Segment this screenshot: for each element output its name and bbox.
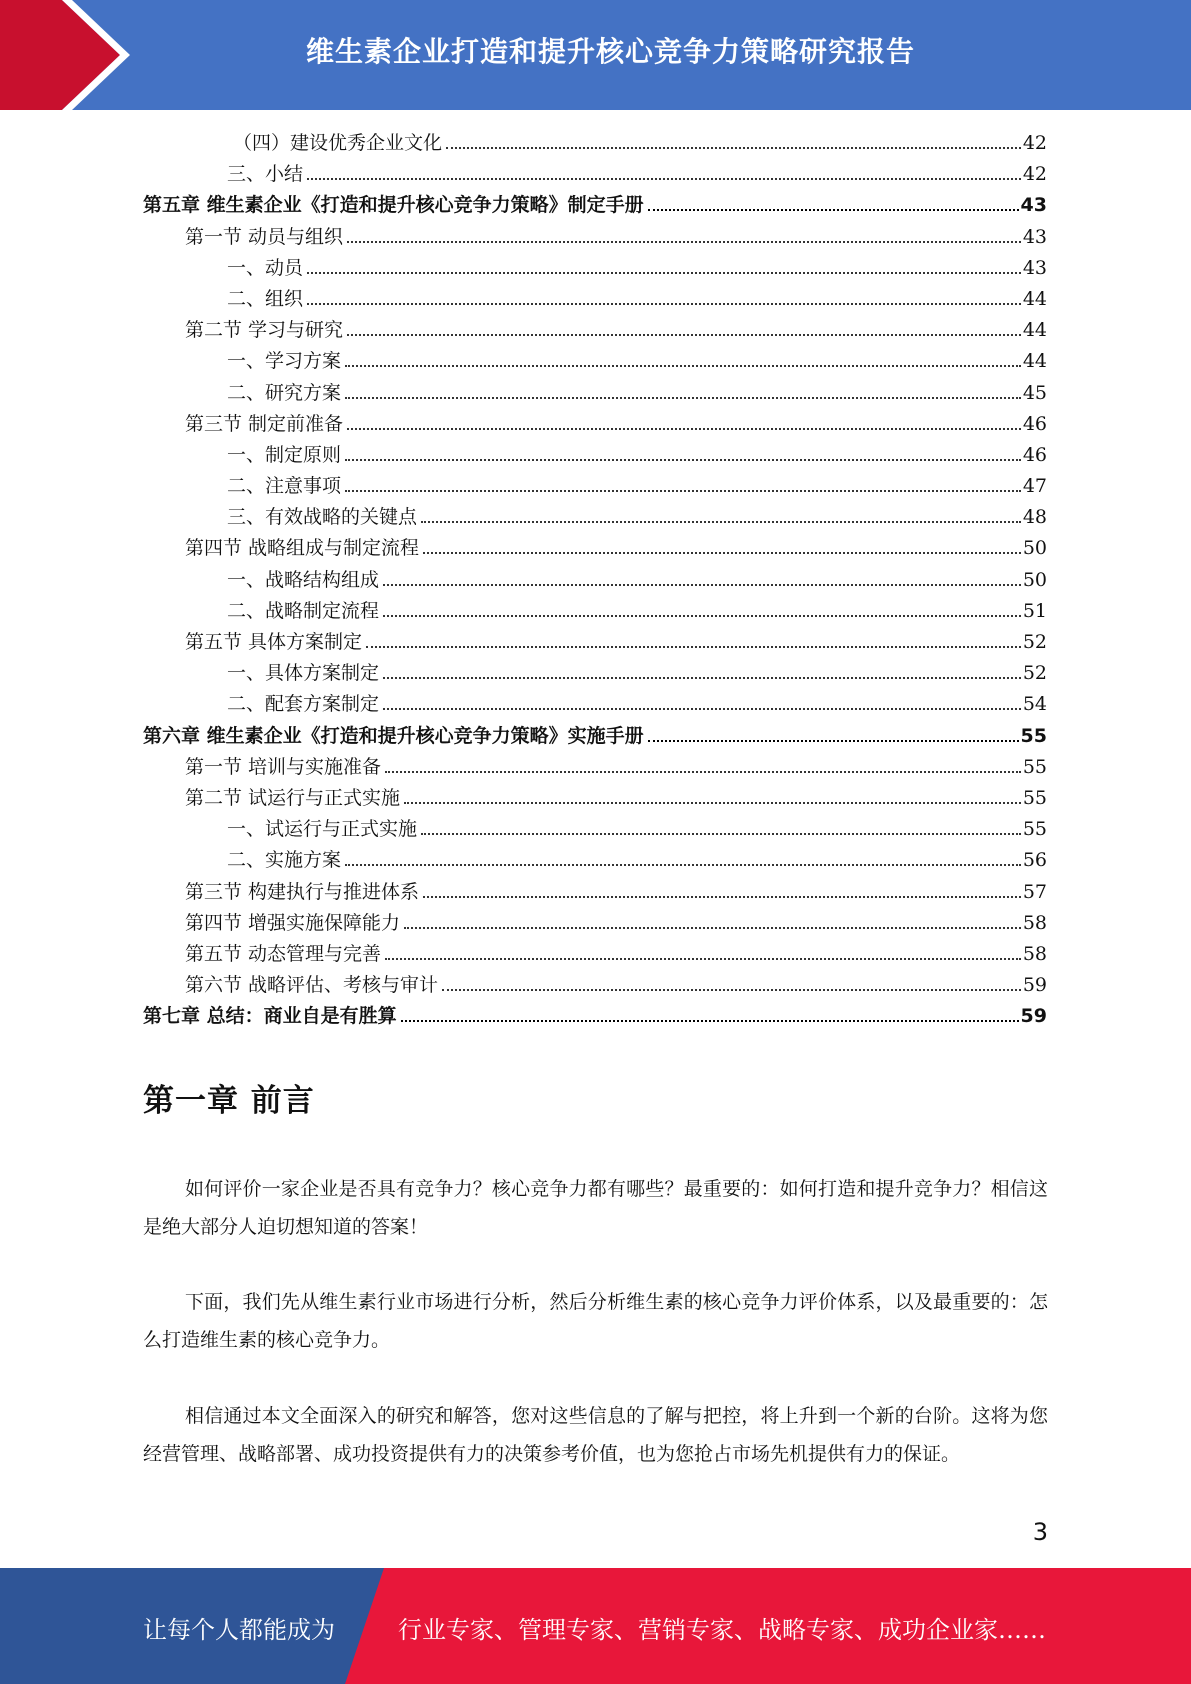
toc-dot-leader <box>347 333 1021 336</box>
toc-entry-page: 52 <box>1022 631 1047 653</box>
toc-dot-leader <box>345 364 1021 367</box>
toc-dot-leader <box>307 302 1021 305</box>
toc-entry-title: 第五节 动态管理与完善 <box>185 942 382 965</box>
toc-entry[interactable] <box>143 284 1047 315</box>
toc-entry-page: 46 <box>1022 443 1047 466</box>
chapter-title: 第一章 前言 <box>143 1083 315 1119</box>
toc-entry-page: 47 <box>1022 475 1047 498</box>
toc-entry-title: 二、研究方案 <box>227 381 342 404</box>
toc-dot-leader <box>442 988 1021 991</box>
toc-entry-page: 59 <box>1020 1005 1047 1028</box>
toc-entry-title: 第一节 培训与实施准备 <box>185 755 382 778</box>
toc-dot-leader <box>383 583 1021 586</box>
toc-dot-leader <box>423 895 1021 898</box>
toc-entry[interactable] <box>143 502 1047 533</box>
toc-entry-title: 第一节 动员与组织 <box>185 225 344 248</box>
toc-entry-page: 50 <box>1022 568 1047 591</box>
toc-entry[interactable] <box>143 128 1047 159</box>
footer-slogan-right: 行业专家、管理专家、营销专家、战略专家、成功企业家…… <box>398 1616 1046 1644</box>
toc-entry-title: 一、战略结构组成 <box>227 568 380 591</box>
toc-entry-title: 一、动员 <box>227 256 304 279</box>
toc-dot-leader <box>383 614 1021 617</box>
toc-entry-title: 一、制定原则 <box>227 443 342 466</box>
toc-entry-title: （四）建设优秀企业文化 <box>233 132 443 154</box>
toc-dot-leader <box>401 1019 1019 1022</box>
toc-entry[interactable] <box>143 939 1047 970</box>
toc-entry[interactable] <box>143 689 1047 720</box>
toc-entry-title: 一、学习方案 <box>227 350 342 373</box>
toc-entry-page: 42 <box>1022 132 1047 154</box>
toc-entry[interactable] <box>143 783 1047 814</box>
page-number: 3 <box>1032 1518 1048 1546</box>
toc-entry[interactable] <box>143 159 1047 190</box>
toc-dot-leader <box>366 645 1021 648</box>
toc-entry-page: 51 <box>1022 599 1047 622</box>
toc-entry[interactable] <box>143 845 1047 876</box>
toc-entry-title: 第四节 增强实施保障能力 <box>185 911 401 934</box>
toc-entry-title: 第六节 战略评估、考核与审计 <box>185 974 439 997</box>
toc-entry-page: 58 <box>1022 911 1047 934</box>
toc-entry-title: 二、组织 <box>227 287 304 310</box>
toc-entry-page: 56 <box>1022 849 1047 872</box>
toc-dot-leader <box>307 271 1021 274</box>
toc-entry[interactable] <box>143 658 1047 689</box>
toc-entry-title: 第三节 构建执行与推进体系 <box>185 880 420 903</box>
toc-entry[interactable] <box>143 533 1047 564</box>
toc-entry-page: 43 <box>1022 256 1047 279</box>
page-footer <box>0 1568 1191 1684</box>
toc-dot-leader <box>423 551 1021 554</box>
toc-entry-page: 55 <box>1022 755 1047 778</box>
toc-entry-page: 50 <box>1022 537 1047 560</box>
toc-entry[interactable] <box>143 253 1047 284</box>
toc-entry-page: 54 <box>1022 693 1047 716</box>
toc-entry[interactable] <box>143 346 1047 377</box>
toc-entry-page: 43 <box>1020 194 1047 217</box>
toc-entry-page: 59 <box>1022 974 1047 997</box>
toc-entry[interactable] <box>143 627 1047 658</box>
toc-entry-page: 58 <box>1022 942 1047 965</box>
toc-entry-title: 第三节 制定前准备 <box>185 412 344 435</box>
toc-entry[interactable] <box>143 721 1047 752</box>
toc-dot-leader <box>307 177 1021 180</box>
toc-entry-title: 三、有效战略的关键点 <box>227 506 418 529</box>
toc-dot-leader <box>347 240 1021 243</box>
toc-entry-title: 第四节 战略组成与制定流程 <box>185 537 420 560</box>
toc-dot-leader <box>421 832 1021 835</box>
toc-entry-page: 55 <box>1022 786 1047 809</box>
toc-entry-page: 57 <box>1022 880 1047 903</box>
toc-dot-leader <box>385 770 1021 773</box>
toc-entry[interactable] <box>143 378 1047 409</box>
toc-entry-title: 第五章 维生素企业《打造和提升核心竞争力策略》制定手册 <box>143 194 644 217</box>
toc-entry-title: 三、小结 <box>227 163 304 186</box>
toc-dot-leader <box>648 739 1019 742</box>
toc-entry-page: 44 <box>1022 350 1047 373</box>
toc-dot-leader <box>446 146 1021 149</box>
toc-entry[interactable] <box>143 471 1047 502</box>
toc-dot-leader <box>404 926 1021 929</box>
intro-paragraph-3: 相信通过本文全面深入的研究和解答，您对这些信息的了解与把控，将上升到一个新的台阶。这将为您经营管理、战略部署、成功投资提供有力的决策参考价值，也为您抢占市场先机提供有力的保证。 <box>143 1405 1048 1465</box>
toc-entry-title: 第六章 维生素企业《打造和提升核心竞争力策略》实施手册 <box>143 724 644 747</box>
toc-entry-page: 43 <box>1022 225 1047 248</box>
toc-entry-title: 一、具体方案制定 <box>227 662 380 685</box>
footer-slogan-left: 让每个人都能成为 <box>143 1616 335 1644</box>
toc-entry-page: 52 <box>1022 662 1047 685</box>
toc-dot-leader <box>383 707 1021 710</box>
intro-paragraph-2: 下面，我们先从维生素行业市场进行分析，然后分析维生素的核心竞争力评价体系，以及最重要的：怎么打造维生素的核心竞争力。 <box>143 1291 1048 1351</box>
toc-entry[interactable] <box>143 315 1047 346</box>
toc-entry-title: 二、配套方案制定 <box>227 693 380 716</box>
toc-entry[interactable] <box>143 190 1047 221</box>
toc-entry[interactable] <box>143 970 1047 1001</box>
toc-dot-leader <box>385 957 1021 960</box>
toc-entry[interactable] <box>143 877 1047 908</box>
toc-dot-leader <box>345 458 1021 461</box>
toc-entry[interactable] <box>143 440 1047 471</box>
toc-entry-title: 第二节 试运行与正式实施 <box>185 786 401 809</box>
toc-entry[interactable] <box>143 752 1047 783</box>
toc-entry[interactable] <box>143 596 1047 627</box>
toc-entry[interactable] <box>143 222 1047 253</box>
toc-entry-title: 第五节 具体方案制定 <box>185 631 363 653</box>
toc-entry-title: 一、试运行与正式实施 <box>227 818 418 841</box>
toc-entry-page: 44 <box>1022 319 1047 342</box>
intro-paragraph-1: 如何评价一家企业是否具有竞争力？核心竞争力都有哪些？最重要的：如何打造和提升竞争力？相信这是绝大部分人迫切想知道的答案！ <box>143 1178 1048 1238</box>
toc-dot-leader <box>648 208 1019 211</box>
toc-dot-leader <box>383 676 1021 679</box>
toc-entry-title: 二、注意事项 <box>227 475 342 498</box>
toc-dot-leader <box>345 489 1021 492</box>
toc-entry[interactable] <box>143 1001 1047 1032</box>
toc-entry-title: 二、战略制定流程 <box>227 599 380 622</box>
toc-dot-leader <box>404 801 1021 804</box>
toc-entry-page: 55 <box>1020 724 1047 747</box>
toc-dot-leader <box>345 863 1021 866</box>
toc-entry[interactable] <box>143 565 1047 596</box>
toc-entry-page: 45 <box>1022 381 1047 404</box>
toc-entry[interactable] <box>143 814 1047 845</box>
toc-dot-leader <box>347 427 1021 430</box>
toc-entry-page: 55 <box>1022 818 1047 841</box>
header-title: 维生素企业打造和提升核心竞争力策略研究报告 <box>305 35 915 68</box>
toc-entry-page: 48 <box>1022 506 1047 529</box>
toc-entry-title: 第七章 总结：商业自是有胜算 <box>143 1005 397 1028</box>
toc-entry-title: 第二节 学习与研究 <box>185 319 344 342</box>
toc-dot-leader <box>421 520 1021 523</box>
toc-entry-page: 42 <box>1022 163 1047 186</box>
toc-entry-page: 46 <box>1022 412 1047 435</box>
toc-dot-leader <box>345 396 1021 399</box>
toc-entry[interactable] <box>143 908 1047 939</box>
page-header <box>0 0 1191 110</box>
toc-entry[interactable] <box>143 409 1047 440</box>
toc-entry-title: 二、实施方案 <box>227 849 342 872</box>
toc-entry-page: 44 <box>1022 287 1047 310</box>
table-of-contents <box>143 128 1047 1032</box>
